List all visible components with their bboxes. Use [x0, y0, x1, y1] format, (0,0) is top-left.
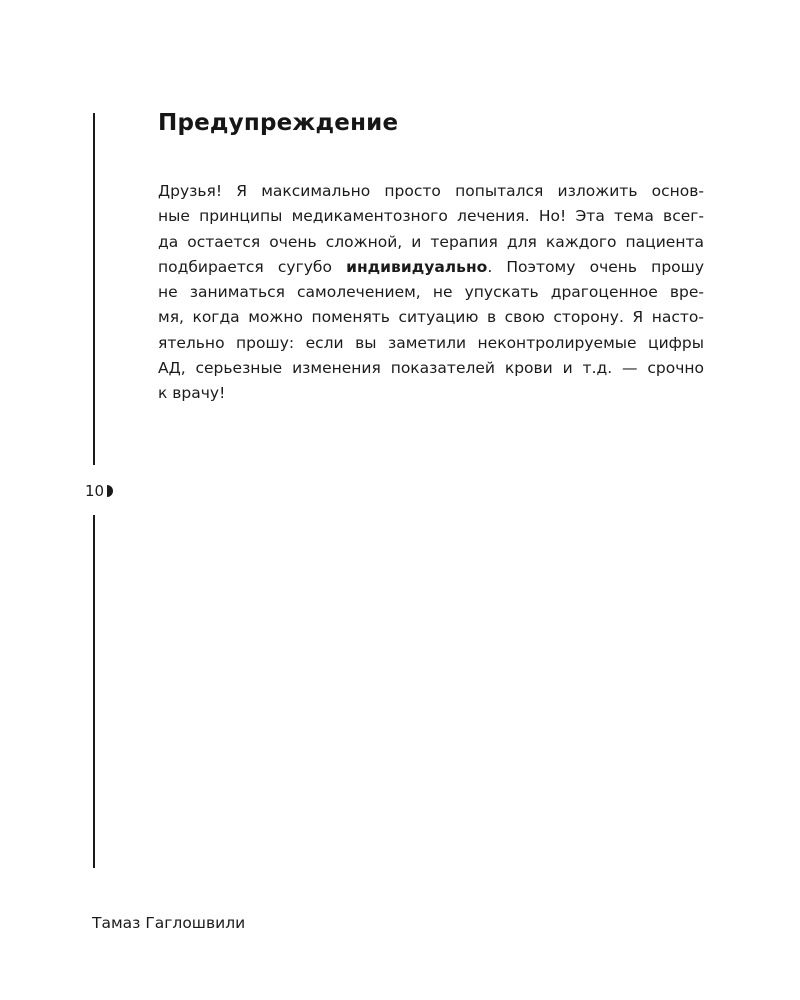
line-text-before: подбирается сугубо	[158, 257, 347, 276]
page-number: 10	[85, 482, 105, 500]
page-number-marker	[85, 480, 113, 502]
paragraph-line: к врачу!	[158, 384, 226, 403]
paragraph-line: не заниматься самолечением, не упускать драгоценное вре-	[158, 283, 704, 302]
margin-rule-bottom	[93, 515, 95, 868]
warning-paragraph	[158, 179, 704, 407]
paragraph-line: Друзья! Я максимально просто попытался изложить основ-	[158, 182, 704, 200]
paragraph-line: АД, серьезные изменения показателей крови и т.д. — срочно	[158, 359, 704, 378]
margin-rule-top	[93, 113, 95, 465]
paragraph-line: мя, когда можно поменять ситуацию в свою сторону. Я насто-	[158, 308, 704, 327]
line-text-after: . Поэтому очень прошу	[487, 257, 704, 276]
paragraph-line: ятельно прошу: если вы заметили неконтролируемые цифры	[158, 333, 704, 352]
emphasis-individually: индивидуально	[346, 257, 488, 276]
paragraph-line	[158, 255, 704, 280]
author-name: Тамаз Гаглошвили	[92, 914, 246, 932]
paragraph-line: да остается очень сложной, и терапия для каждого пациента	[158, 232, 704, 251]
paragraph-line: ные принципы медикаментозного лечения. Но! Эта тема всег-	[158, 207, 704, 226]
half-circle-icon	[107, 485, 113, 497]
page-title: Предупреждение	[158, 110, 399, 136]
